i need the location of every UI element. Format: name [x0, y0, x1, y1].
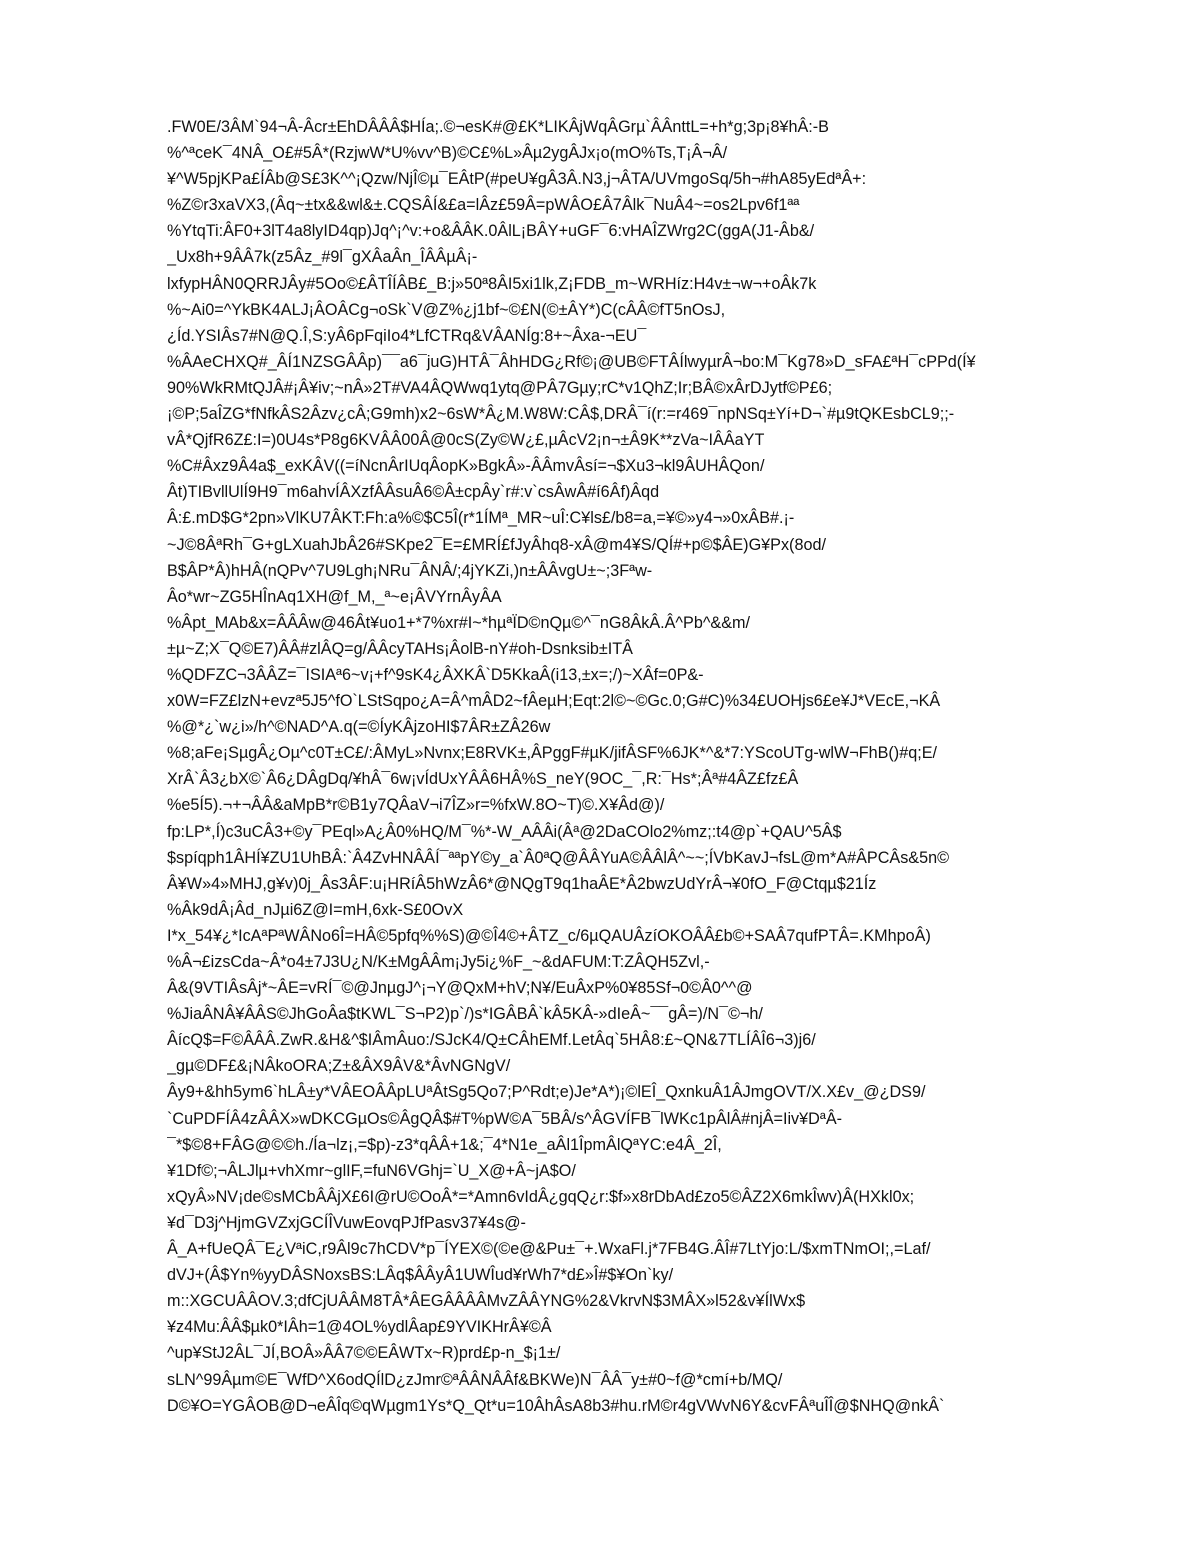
text-line: fp:LP*,Í)c3uCÂ3+©y¯PEql»A¿Â0%HQ/M¯%*-W_AÂÂi(Âª@2DaCOlo2%mz;:t4@p`+QAU^5Â$	[167, 822, 842, 841]
text-line: %e5Í5).¬+¬ÂÂ&aMpB*r©B1y7QÂaV¬i7ÎZ»r=%fxW.8O~T)©.X¥Âd@)/	[167, 796, 665, 815]
text-line: 90%WkRMtQJÂ#¡Â¥iv;~nÂ»2T#VA4ÂQWwq1ytq@PÂ7Gµy;rC*v1QhZ;Ir;BÂ©xÂrDJytf©P£6;	[167, 378, 833, 397]
text-line: XrÂ`Â3¿bX©`Â6¿DÂgDq/¥hÂ¯6w¡vÍdUxYÂÂ6HÂ%S_neY(9OC_¯,R:¯Hs*;Âª#4ÂZ£fz£Â	[167, 770, 799, 789]
text-line: Ât)TIBvllUlÍ9H9¯m6ahvÍÂXzfÂÂsuÂ6©Â±cpÂy`r#:v`csÂwÂ#í6Âf)Âqd	[167, 483, 660, 502]
text-line: dVJ+(Â$Yn%yyDÂSNoxsBS:LÂq$ÂÂyÂ1UWÎud¥rWh7*d£»Î#$¥On`ky/	[167, 1266, 674, 1285]
text-line: %Â¬£izsCda~Â*o4±7J3U¿N/K±MgÂÂm¡Jy5i¿%F_~&dAFUM:T:ZÂQH5Zvl,-	[167, 953, 710, 971]
text-line: ¥^W5pjKPa£ÍÂb@S£3K^^¡Qzw/NjÎ©µ¯EÂtP(#peU¥gÂ3Â.N3,j¬ÂTA/UVmgoSq/5h¬#hA85yEdªÂ+:	[167, 170, 867, 189]
text-line: Â_A+fUeQÂ¯E¿VªiC,r9Âl9c7hCDV*p¯ÍYEX©(©e@&Pu±¯+.WxaFl.j*7FB4G.ÂÎ#7LtYjo:L/$xmTNmOI;,=Laf/	[167, 1240, 931, 1259]
text-line: %^ªceK¯4NÂ_O£#5Â*(RzjwW*U%vv^B)©C£%L»Âµ2ygÂJx¡o(mO%Ts,T¡Â¬Â/	[167, 144, 728, 163]
text-line: .FW0E/3ÂM`94¬Â-Âcr±EhDÂÂÂ$HÍa;.©¬esK#@£K*LIKÂjWqÂGrµ`ÂÂnttL=+h*g;3p¡8¥hÂ:-B	[167, 118, 829, 136]
text-line: ¥d¯D3j^HjmGVZxjGCÍÎVuwEovqPJfPasv37¥4s@-	[167, 1213, 526, 1232]
text-line: ¡©P;5aÎZG*fNfkÂS2Âzv¿cÂ;G9mh)x2~6sW*Â¿M.W8W:CÂ$,DRÂ¯í(r:=r469¯npNSq±Yí+D¬`#µ9tQKEsbCL9;;-	[167, 405, 955, 424]
text-line: ¯*$©8+FÂG@©©h./Ía¬lz¡,=$p)-z3*qÂÂ+1&;¯4*N1e_aÂl1ÎpmÂlQªYC:e4Â_2Î,	[167, 1135, 722, 1154]
text-line: lxfypHÂN0QRRJÂy#5Oo©£ÂTÎÍÂB£_B:j»50ª8ÂI5xi1lk,Z¡FDB_m~WRHíz:H4v±¬w¬+oÂk7k	[167, 274, 817, 293]
text-line: D©¥O=YGÂOB@D¬eÂÎq©qWµgm1Ys*Q_Qt*u=10ÂhÂsA8b3#hu.rM©r4gVWvN6Y&cvFÂªuÎÎ@$NHQ@nkÂ`	[167, 1396, 945, 1415]
text-line: Â&(9VTIÂsÂj*~ÂE=vRÍ¯©@JnµgJ^¡¬Y@QxM+hV;N¥/EuÂxP%0¥85Sf¬0©Â0^^@	[167, 979, 753, 998]
text-line: ±µ~Z;X¯Q©E7)ÂÂ#zlÂQ=g/ÂÂcyTAHs¡ÂolB-nY#oh-Dsnksib±ITÂ	[167, 639, 633, 658]
text-line: `CuPDFÍÂ4zÂÂX»wDKCGµOs©ÂgQÂ$#T%pW©A¯5BÂ/s^ÂGVÍFB¯lWKc1pÂlÂ#njÂ=Iiv¥DªÂ-	[167, 1109, 843, 1128]
text-line: ¿Íd.YSIÂs7#N@Q.Î,S:yÂ6pFqiIo4*LfCTRq&VÂANÍg:8+~Âxa-¬EU¯	[167, 326, 647, 345]
text-line: %JiaÂNÂ¥ÂÂS©JhGoÂa$tKWL¯S¬P2)p`/)s*IGÂBÂ`kÂ5KÂ-»dIeÂ~¯¯gÂ=)/N¯©¬h/	[167, 1005, 763, 1024]
text-line: $spíqph1ÂHÍ¥ZU1UhBÂ:`Â4ZvHNÂÂÍ¯ªªpY©y_a`Â0ªQ@ÂÂYuA©ÂÂlÂ^~~;ÍVbKavJ¬fsL@m*A#ÂPCÂs&5n©	[167, 848, 950, 867]
text-line: %Z©r3xaVX3,(Âq~±tx&&wl&±.CQSÂÍ&£a=lÂz£59Â=pWÂO£Â7Âlk¯NuÂ4~=os2Lpv6f1ªª	[167, 196, 800, 215]
text-line: %YtqTi:ÂF0+3lT4a8lyID4qp)Jq^¡^v:+o&ÂÂK.0ÂlL¡BÂY+uGF¯6:vHAÎZWrg2C(ggA(J1-Âb&/	[167, 222, 815, 241]
text-line: %C#Âxz9Â4a$_exKÂV((=íNcnÂrIUqÂopK»BgkÂ»-ÂÂmvÂsí=¬$Xu3¬kl9ÂUHÂQon/	[167, 457, 765, 476]
text-line: %QDFZC¬3ÂÂZ=¯ISIAª6~v¡+f^9sK4¿ÂXKÂ`D5KkaÂ(i13,±x=;/)~XÂf=0P&-	[167, 665, 704, 684]
text-line: ÂícQ$=F©ÂÂÂ.ZwR.&H&^$IÂmÂuo:/SJcK4/Q±CÂhEMf.LetÂq`5HÂ8:£~QN&7TLÍÂÎ6¬3)j6/	[167, 1031, 816, 1050]
text-line: ^up¥StJ2ÂL¯JÍ,BOÂ»ÂÂ7©©EÂWTx~R)prd£p-n_$¡1±/	[167, 1344, 561, 1363]
text-line: %@*¿`w¿i»/h^©NAD^A.q(=©ÍyKÂjzoHI$7ÂR±ZÂ26w	[167, 718, 551, 737]
text-line: _gµ©DF£&¡NÂkoORA;Z±&ÂX9ÂV&*ÂvNGNgV/	[167, 1057, 511, 1076]
text-line: %~Ai0=^YkBK4ALJ¡ÂOÂCg¬oSk`V@Z%¿j1bf~©£N(©±ÂY*)C(cÂÂ©fT5nOsJ,	[167, 300, 726, 319]
text-line: %8;aFe¡SµgÂ¿Oµ^c0T±C£/:ÂMyL»Nvnx;E8RVK±,ÂPggF#µK/jifÂSF%6JK*^&*7:YScoUTg-wlW¬FhB()#q;E/	[167, 744, 937, 763]
text-line: ¥z4Mu:ÂÂ$µk0*IÂh=1@4OL%ydlÂap£9YVIKHrÂ¥©Â	[167, 1318, 552, 1337]
text-line: I*x_54¥¿*IcAªPªWÂNo6Î=HÂ©5pfq%%S)@©Î4©+ÂTZ_c/6µQAUÂzíOKOÂÂ£b©+SAÂ7qufPTÂ=.KMhpoÂ)	[167, 926, 931, 945]
text-line: Âo*wr~ZG5HÎnAq1XH@f_M,_ª~e¡ÂVYrnÂyÂA	[167, 587, 502, 606]
text-line: xQyÂ»NV¡de©sMCbÂÂjX£6I@rU©OoÂ*=*Amn6vIdÂ¿gqQ¿r:$f»x8rDbAd£zo5©ÂZ2X6mkÎwv)Â(HXkl0x;	[167, 1187, 915, 1206]
text-line: Â:£.mD$G*2pn»VlKU7ÂKT:Fh:a%©$C5Î(r*1ÍMª_MR~uÎ:C¥ls£/b8=a,=¥©»y4¬»0xÂB#.¡-	[167, 509, 795, 528]
text-line: %Âk9dÂ¡Âd_nJµi6Z@I=mH,6xk-S£0OvX	[167, 900, 464, 919]
text-line: B$ÂP*Â)hHÂ(nQPv^7U9Lgh¡NRu¯ÂNÂ/;4jYKZi,)n±ÂÂvgU±~;3Fªw-	[167, 561, 653, 580]
text-line: m::XGCUÂÂOV.3;dfCjUÂÂM8TÂ*ÂEGÂÂÂÂMvZÂÂYNG%2&VkrvN$3MÂX»l52&v¥ÍlWx$	[167, 1292, 806, 1311]
text-line: _Ux8h+9ÂÂ7k(z5Âz_#9l¯gXÂaÂn_ÎÂÂµÂ¡-	[167, 248, 478, 267]
text-line: ~J©8ÂªRh¯G+gLXuahJbÂ26#SKpe2¯E=£MRÍ£fJyÂhq8-xÂ@m4¥S/QÍ#+p©$ÂE)G¥Px(8od/	[167, 535, 826, 554]
text-line: Â¥W»4»MHJ,g¥v)0j_Âs3ÂF:u¡HRíÂ5hWzÂ6*@NQgT9q1haÂE*Â2bwzUdYrÂ¬¥0fO_F@Ctqµ$21Íz	[167, 874, 877, 893]
text-line: %ÂAeCHXQ#_ÂÍ1NZSGÂÂp)¯¯a6¯juG)HTÂ¯ÂhHDG¿Rf©¡@UB©FTÂÍlwyµrÂ¬bo:M¯Kg78»D_sFA£ªH¯cPPd(Í¥	[167, 352, 976, 371]
text-line: %Âpt_MAb&x=ÂÂÂw@46Ât¥uo1+*7%xr#I~*hµªÏD©nQµ©^¯nG8ÂkÂ.Â^Pb^&&m/	[167, 613, 750, 632]
document-body	[167, 114, 1127, 1419]
text-line: sLN^99Âµm©E¯WfD^X6odQÍlD¿zJmr©ªÂÂNÂÂf&BKWe)N¯ÂÂ¯y±#0~f@*cmí+b/MQ/	[167, 1370, 783, 1389]
text-line: vÂ*QjfR6Z£:I=)0U4s*P8g6KVÂÂ00Â@0cS(Zy©W¿£,µÂcV2¡n¬±Â9K**zVa~IÂÂaYT	[167, 431, 765, 450]
text-line: ¥1Df©;¬ÂLJlµ+vhXmr~glIF,=fuN6VGhj=`U_X@+Â~jA$O/	[167, 1161, 576, 1180]
text-line: x0W=FZ£lzN+evzª5J5^fO`LStSqpo¿A=Â^mÂD2~fÂeµH;Eqt:2l©~©Gc.0;G#C)%34£UOHjs6£e¥J*VEcE,¬KÂ	[167, 692, 941, 711]
text-line: Ây9+&hh5ym6`hLÂ±y*VÂEOÂÂpLUªÂtSg5Qo7;P^Rdt;e)Je*A*)¡©lEÎ_QxnkuÂ1ÂJmgOVT/X.X£v_@¿DS9/	[167, 1083, 926, 1102]
